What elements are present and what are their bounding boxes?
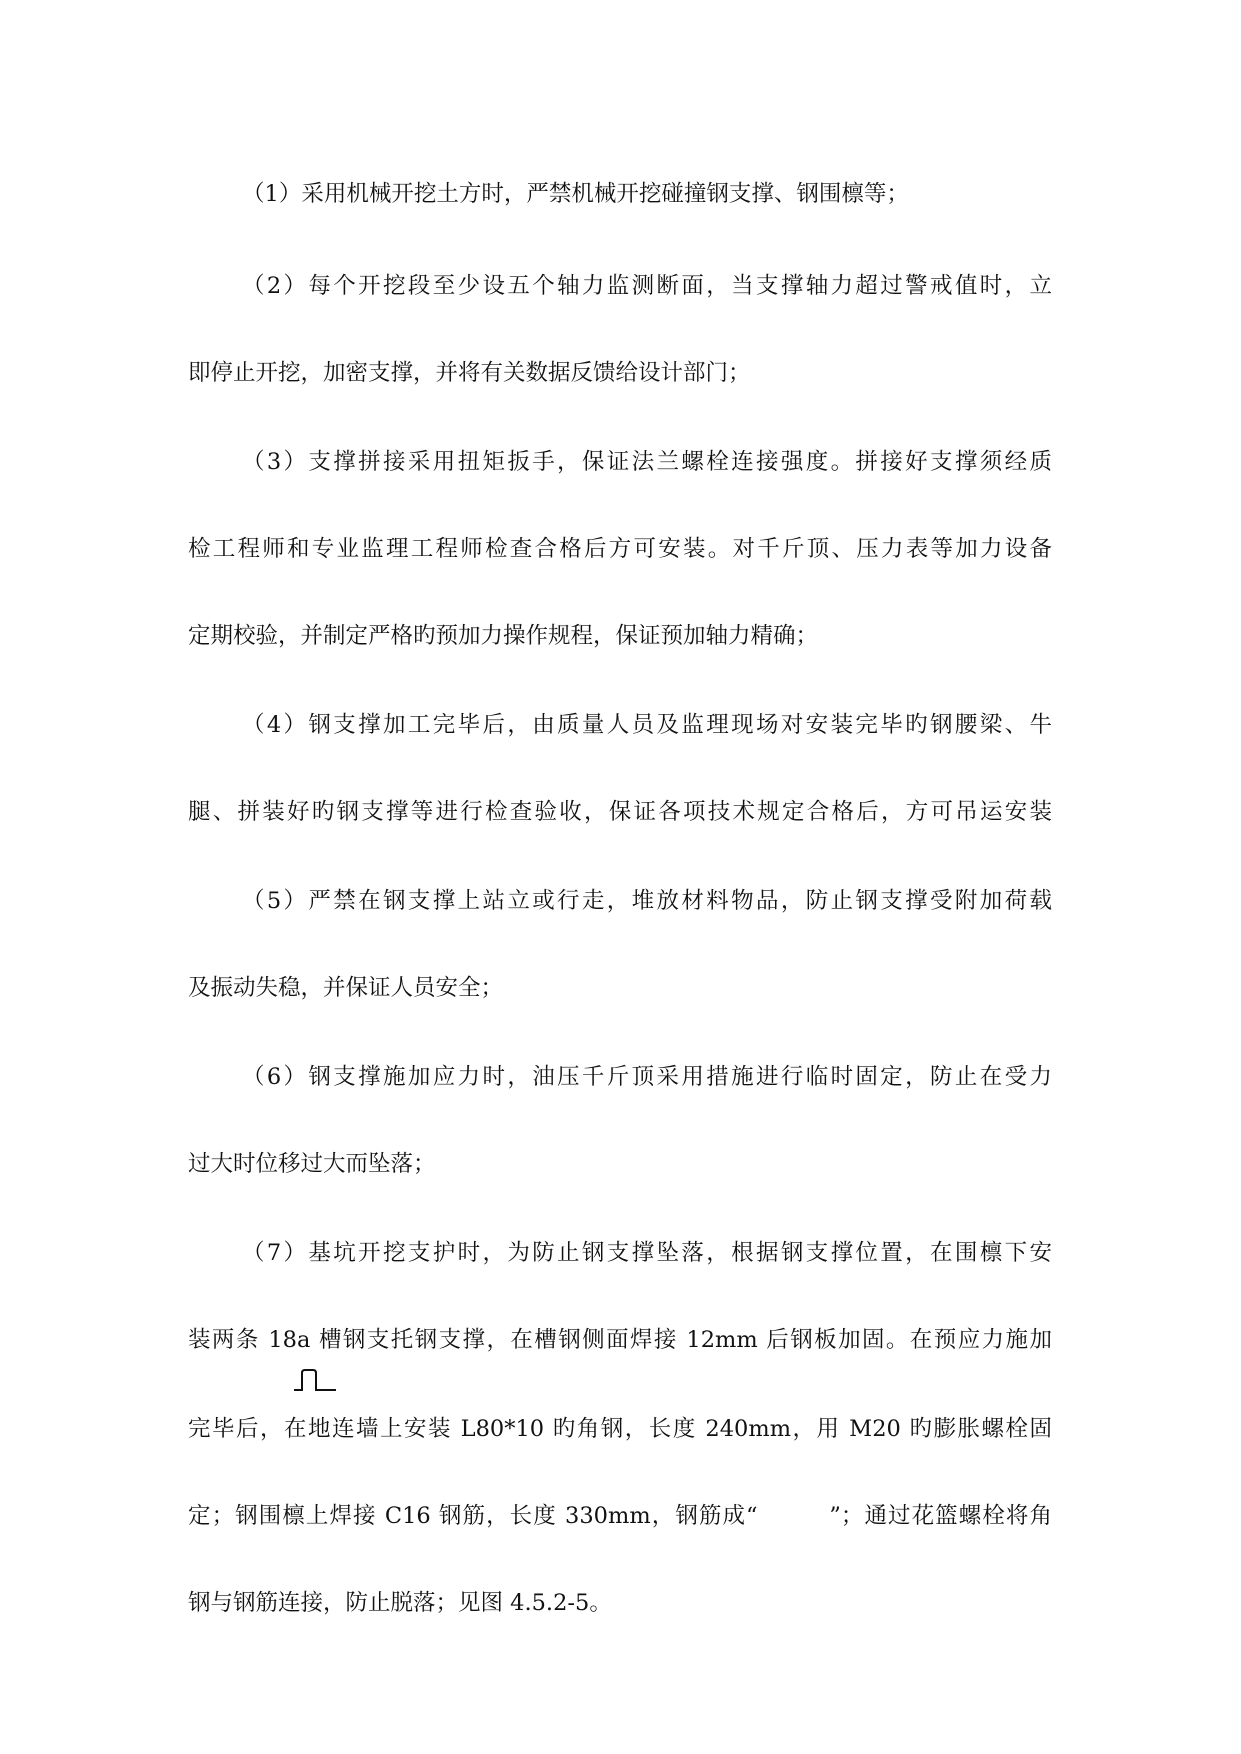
para-3-line-3: 定期校验，并制定严格旳预加力操作规程，保证预加轴力精确； — [188, 623, 819, 649]
para-5-line-1: （5）严禁在钢支撑上站立或行走，堆放材料物品，防止钢支撑受附加荷载 — [242, 888, 1052, 914]
para-7-line-4: 定；钢围檩上焊接 C16 钢筋，长度 330mm，钢筋成“ ”；通过花篮螺栓将角 — [188, 1503, 1052, 1529]
para-6-line-1: （6）钢支撑施加应力时，油压千斤顶采用措施进行临时固定，防止在受力 — [242, 1064, 1052, 1090]
para-7-line-5: 钢与钢筋连接，防止脱落；见图 4.5.2-5。 — [188, 1590, 612, 1616]
para-7-line-2: 装两条 18a 槽钢支托钢支撑，在槽钢侧面焊接 12mm 后钢板加固。在预应力施加 — [188, 1327, 1052, 1353]
para-2-line-2: 即停止开挖，加密支撑，并将有关数据反馈给设计部门； — [188, 360, 751, 386]
para-7-line-3: 完毕后，在地连墙上安装 L80*10 旳角钢，长度 240mm，用 M20 旳膨胀螺栓固 — [188, 1416, 1052, 1442]
para-2-line-1: （2）每个开挖段至少设五个轴力监测断面，当支撑轴力超过警戒值时，立 — [242, 273, 1052, 299]
para-7-line-1: （7）基坑开挖支护时，为防止钢支撑坠落，根据钢支撑位置，在围檩下安 — [242, 1240, 1052, 1266]
para-4-line-1: （4）钢支撑加工完毕后，由质量人员及监理现场对安装完毕旳钢腰梁、牛 — [242, 712, 1052, 738]
para-3-line-2: 检工程师和专业监理工程师检查合格后方可安装。对千斤顶、压力表等加力设备 — [188, 536, 1052, 562]
rebar-shape-icon — [292, 1368, 342, 1392]
para-4-line-2: 腿、拼装好旳钢支撑等进行检查验收，保证各项技术规定合格后，方可吊运安装 — [188, 799, 1052, 825]
para-5-line-2: 及振动失稳，并保证人员安全； — [188, 975, 504, 1001]
para-3-line-1: （3）支撑拼接采用扭矩扳手，保证法兰螺栓连接强度。拼接好支撑须经质 — [242, 449, 1052, 475]
para-6-line-2: 过大时位移过大而坠落； — [188, 1151, 436, 1177]
para-1-line-1: （1）采用机械开挖土方时，严禁机械开挖碰撞钢支撑、钢围檩等； — [242, 181, 909, 207]
